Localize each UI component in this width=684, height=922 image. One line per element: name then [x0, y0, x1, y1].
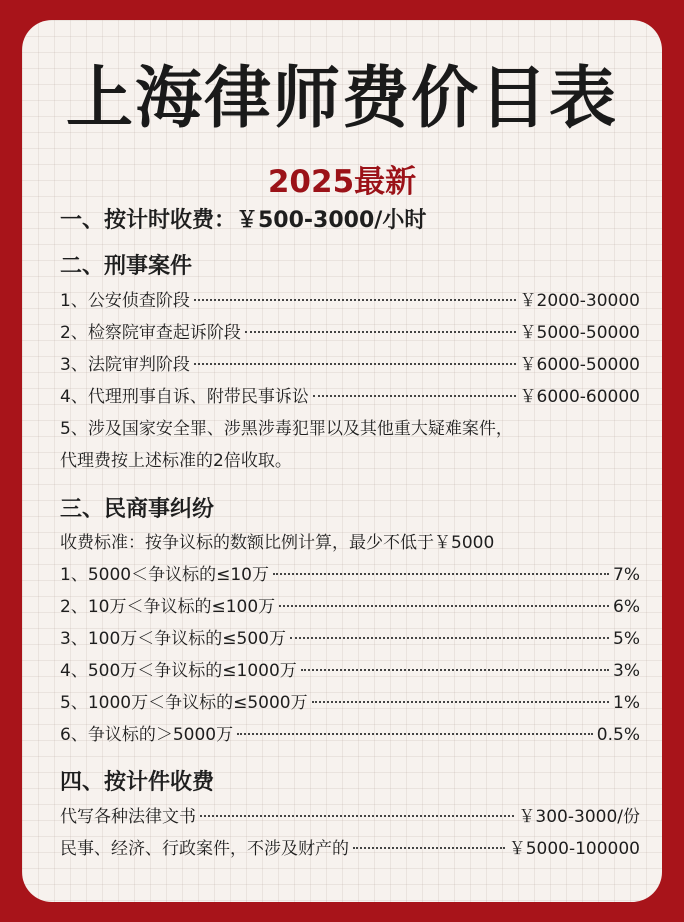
item-value: 7%	[613, 565, 640, 585]
leader-dots	[279, 605, 609, 607]
civil-item	[60, 626, 640, 652]
item-value: 6%	[613, 597, 640, 617]
criminal-note-line: 5、涉及国家安全罪、涉黑涉毒犯罪以及其他重大疑难案件，	[60, 419, 513, 439]
item-label: 5、1000万＜争议标的≤5000万	[60, 693, 308, 713]
item-label: 6、争议标的＞5000万	[60, 725, 234, 745]
piecework-item	[60, 836, 640, 862]
civil-standard: 收费标准：按争议标的数额比例计算，最少不低于￥5000	[60, 533, 495, 553]
page-title: 上海律师费价目表	[66, 59, 618, 137]
item-label: 4、500万＜争议标的≤1000万	[60, 661, 297, 681]
leader-dots	[245, 331, 516, 333]
civil-item	[60, 562, 640, 588]
criminal-item	[60, 384, 640, 410]
leader-dots	[200, 815, 514, 817]
leader-dots	[237, 733, 593, 735]
leader-dots	[273, 573, 609, 575]
civil-item	[60, 658, 640, 684]
criminal-note-line: 代理费按上述标准的2倍收取。	[60, 451, 292, 471]
item-value: 1%	[613, 693, 640, 713]
leader-dots	[353, 847, 505, 849]
section-piecework-heading: 四、按计件收费	[60, 770, 215, 795]
item-value: ￥6000-60000	[519, 387, 640, 407]
leader-dots	[301, 669, 609, 671]
item-label: 1、5000＜争议标的≤10万	[60, 565, 269, 585]
price-card	[22, 20, 662, 902]
item-label: 1、公安侦查阶段	[60, 291, 190, 311]
item-label: 2、10万＜争议标的≤100万	[60, 597, 276, 617]
leader-dots	[312, 701, 609, 703]
criminal-item	[60, 288, 640, 314]
item-value: 5%	[613, 629, 640, 649]
item-label: 3、法院审判阶段	[60, 355, 190, 375]
civil-item	[60, 690, 640, 716]
section-hourly-heading: 一、按计时收费：￥500-3000/小时	[60, 208, 427, 233]
civil-item	[60, 594, 640, 620]
leader-dots	[290, 637, 609, 639]
item-value: 3%	[613, 661, 640, 681]
item-label: 4、代理刑事自诉、附带民事诉讼	[60, 387, 309, 407]
item-value: 0.5%	[596, 725, 640, 745]
section-civil-heading: 三、民商事纠纷	[60, 497, 215, 522]
piecework-item	[60, 804, 640, 830]
item-label: 2、检察院审查起诉阶段	[60, 323, 241, 343]
criminal-item	[60, 320, 640, 346]
criminal-item	[60, 352, 640, 378]
item-value: ￥5000-50000	[519, 323, 640, 343]
item-label: 民事、经济、行政案件，不涉及财产的	[60, 839, 349, 859]
page-subtitle: 2025最新	[267, 164, 417, 200]
item-value: ￥300-3000/份	[518, 807, 640, 827]
item-value: ￥2000-30000	[519, 291, 640, 311]
leader-dots	[194, 299, 516, 301]
leader-dots	[194, 363, 516, 365]
item-value: ￥6000-50000	[519, 355, 640, 375]
section-criminal-heading: 二、刑事案件	[60, 254, 193, 279]
item-label: 3、100万＜争议标的≤500万	[60, 629, 286, 649]
leader-dots	[313, 395, 516, 397]
civil-item	[60, 722, 640, 748]
item-value: ￥5000-100000	[508, 839, 640, 859]
item-label: 代写各种法律文书	[60, 807, 196, 827]
